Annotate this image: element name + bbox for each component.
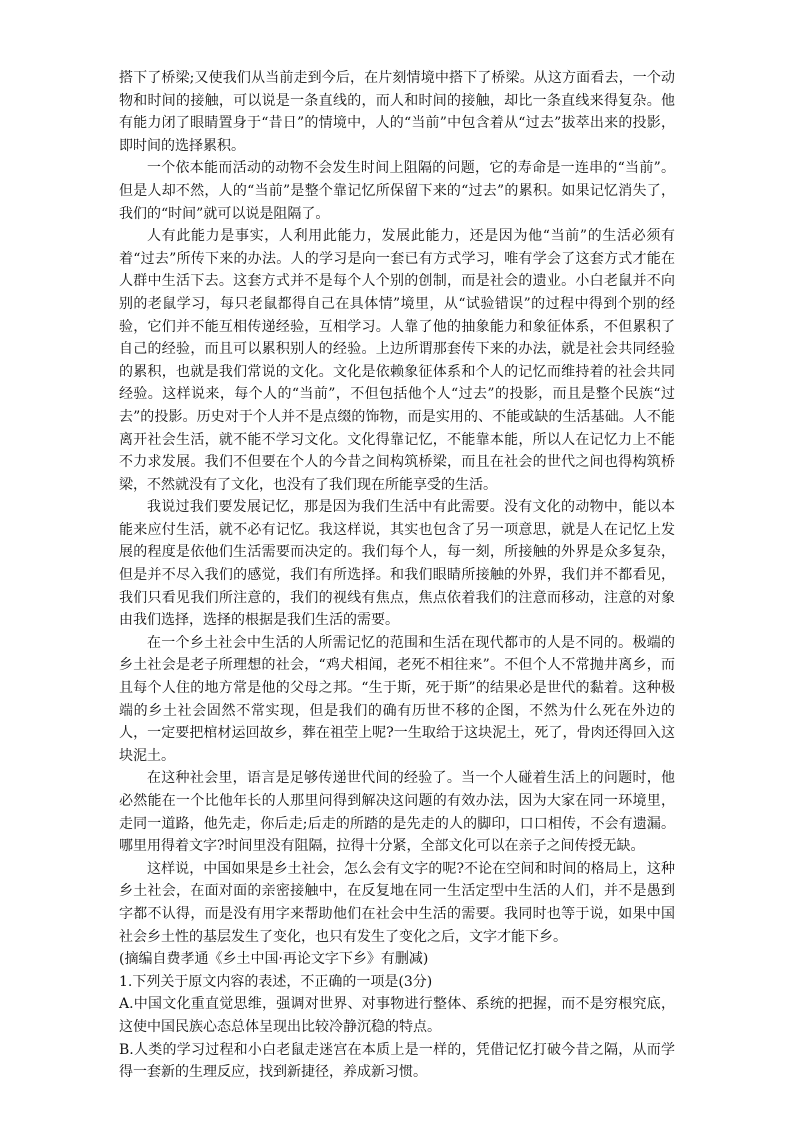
question-1: 1.下列关于原文内容的表述，不正确的一项是(3分) <box>119 973 433 990</box>
paragraph-7: 这样说，中国如果是乡土社会，怎么会有文字的呢?不论在空间和时间的格局上，这种乡土社会，在面对面的亲密接触中，在反复地在同一生活定型中生活的人们，并不是愚到字都不认得，而是没有用字来帮助他们在社会中生活的需要。我同时也等于说，如果中国社会乡土性的基层发生了变化，也只有发生了变化之后，文字才能下乡。 <box>119 860 675 945</box>
paragraph-1: 搭下了桥梁;又使我们从当前走到今后，在片刻情境中搭下了桥梁。从这方面看去，一个动物和时间的接触，可以说是一条直线的，而人和时间的接触，却比一条直线来得复杂。他有能力闭了眼睛置身于“昔日”的情境中，人的“当前”中包含着从“过去”拔萃出来的投影，即时间的选择累积。 <box>119 70 675 154</box>
paragraph-2: 一个依本能而活动的动物不会发生时间上阻隔的问题，它的寿命是一连串的“当前”。但是人却不然，人的“当前”是整个靠记忆所保留下来的“过去”的累积。如果记忆消失了，我们的“时间”就可以说是阻隔了。 <box>119 160 675 222</box>
article-body <box>119 67 675 1084</box>
paragraph-3: 人有此能力是事实，人利用此能力，发展此能力，还是因为他“当前”的生活必须有着“过去”所传下来的办法。人的学习是向一套已有方式学习，唯有学会了这套方式才能在人群中生活下去。这套方式并不是每个人个别的创制，而是社会的遗业。小白老鼠并不向别的老鼠学习，每只老鼠都得自己在具体情”境里，从“试验错误”的过程中得到个别的经验，它们并不能互相传递经验，互相学习。人靠了他的抽象能力和象征体系，不但累积了自己的经验，而且可以累积别人的经验。上边所谓那套传下来的办法，就是社会共同经验的累积，也就是我们常说的文化。文化是依赖象征体系和个人的记忆而维持着的社会共同经验。这样说来，每个人的“当前”，不但包括他个人“过去”的投影，而且是整个民族“过去”的投影。历史对于个人并不是点缀的饰物，而是实用的、不能或缺的生活基础。人不能离开社会生活，就不能不学习文化。文化得靠记忆，不能靠本能，所以人在记忆力上不能不力求发展。我们不但要在个人的今昔之间构筑桥梁，而且在社会的世代之间也得构筑桥梁，不然就没有了文化，也没有了我们现在所能享受的生活。 <box>119 228 675 493</box>
paragraph-5: 在一个乡土社会中生活的人所需记忆的范围和生活在现代都市的人是不同的。极端的乡土社会是老子所理想的社会，“鸡犬相闻，老死不相往来”。不但个人不常抛井离乡，而且每个人住的地方常是他的父母之邦。“生于斯，死于斯”的结果必是世代的黏着。这种极端的乡土社会固然不常实现，但是我们的确有历世不移的企图，不然为什么死在外边的人，一定要把棺材运回故乡，葬在祖茔上呢?一生取给于这块泥土，死了，骨肉还得回入这块泥土。 <box>119 634 675 764</box>
paragraph-6: 在这种社会里，语言是足够传递世代间的经验了。当一个人碰着生活上的问题时，他必然能在一个比他年长的人那里问得到解决这问题的有效办法，因为大家在同一环境里，走同一道路，他先走，你后走;后走的所踏的是先走的人的脚印，口口相传，不会有遗漏。哪里用得着文字?时间里没有阻隔，拉得十分紧，全部文化可以在亲子之间传授无缺。 <box>119 770 675 855</box>
option-a: A.中国文化重直觉思维，强调对世界、对事物进行整体、系统的把握，而不是穷根究底，这使中国民族心态总体呈现出比较冷静沉稳的特点。 <box>119 996 675 1035</box>
option-b: B.人类的学习过程和小白老鼠走迷宫在本质上是一样的，凭借记忆打破今昔之隔，从而学得一套新的生理反应，找到新捷径，养成新习惯。 <box>119 1041 675 1081</box>
source-citation: (摘编自费孝通《乡土中国·再论文字下乡》有删减) <box>119 951 429 968</box>
paragraph-4: 我说过我们要发展记忆，那是因为我们生活中有此需要。没有文化的动物中，能以本能来应付生活，就不必有记忆。我这样说，其实也包含了另一项意思，就是人在记忆上发展的程度是依他们生活需要而决定的。我们每个人，每一刻，所接触的外界是众多复杂，但是并不尽入我们的感觉，我们有所选择。和我们眼睛所接触的外界，我们并不都看见，我们只看见我们所注意的，我们的视线有焦点，焦点依着我们的注意而移动，注意的对象由我们选择，选择的根据是我们生活的需要。 <box>119 499 675 629</box>
